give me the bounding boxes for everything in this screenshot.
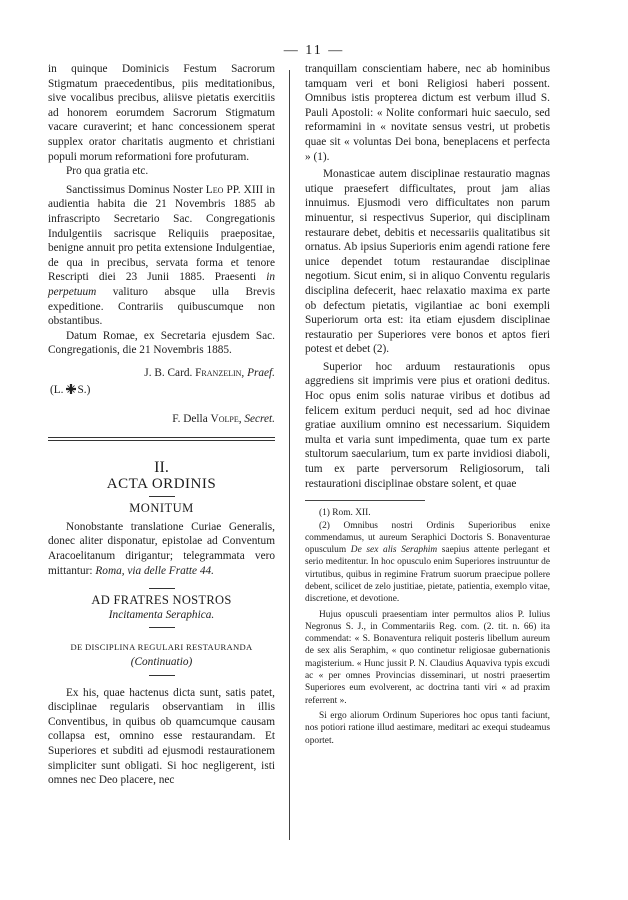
ad-fratres-heading: AD FRATRES NOSTROS xyxy=(91,593,232,608)
short-rule xyxy=(149,496,175,497)
signature-prefect: J. B. Card. Franzelin, Praef. xyxy=(144,366,275,379)
paragraph-rescript: Sanctissimus Dominus Noster Leo PP. XIII in audientia habita die 21 Novembris 1885 ab infrascripto Secretario Sac. Congregationis Indulgentiis sacrisque Reliquiis praepositae, benigne annuit pro petita extensione Indulgentiae, de qua in precibus, servata forma et tenore Rescripti diei 23 Junii 1885. Praesenti in perpetuum valituro absque ulla Brevis expeditione. Contrariis quibuscumque non obstantibus. xyxy=(48,183,275,328)
signature-secretary: F. Della Volpe, Secret. xyxy=(172,413,275,426)
opusculum-title: De sex alis Seraphim xyxy=(350,545,438,556)
paragraph-superior: Superior hoc arduum restaurationis opus aggrediens sit imprimis vere pius et orationi deditus. Hoc opus enim solis naturae viribus et dotibus ad felicem exitum perduci nequit, sed ad hoc divinae gratiae auxilium omnino est necessarium. Siquidem multa et varia sunt impedimenta, quae tum ex parte stultorum saecularium, tum ex parte invidiosi diaboli, tum ex parte perversorum Religiosorum, tali restaurationi disciplinae obstare solent, et quae xyxy=(305,360,550,490)
paragraph-datum-romae: Datum Romae, ex Secretaria ejusdem Sac. Congregationis, die 21 Novembris 1885. xyxy=(48,329,275,357)
footnote-1: (1) Rom. XII. xyxy=(319,508,371,519)
short-rule xyxy=(149,588,175,589)
paragraph-pro-qua-gratia: Pro qua gratia etc. xyxy=(66,165,149,178)
cross-seal-icon xyxy=(66,384,76,394)
footnote-rule xyxy=(305,500,425,501)
body-paragraph: Ex his, quae hactenus dicta sunt, satis patet, disciplinae regularis observantiam in illis Conventibus, in quibus ob quamcumque causam collapsa est, omnino esse restaurandam. Et Superiores et subditi ad ejusmodi restaurationem simpliciter sunt obligati. Si hoc negligerent, isti omnes nec Deo placere, nec xyxy=(48,686,275,787)
continuatio-label: (Continuatio) xyxy=(130,656,193,668)
address: Roma, via delle Fratte 44. xyxy=(95,564,214,577)
section-rule-double xyxy=(48,440,275,441)
footnote-2: (2) Omnibus nostri Ordinis Superioribus enixe commendamus, ut aureum Seraphici Doctoris S. Bonaventurae opusculum De sex alis Seraphim saepius attente perlegant et serio meditentur. In hoc opusculo enim Superiores instruuntur de virtutibus, quibus in regimine Fratrum suorum praecipue pollere debent, scilicet de zelo justitiae, pietate, patientia, exemplo vitae, discretione, et devotione. xyxy=(305,520,550,605)
left-column xyxy=(48,62,275,788)
disciplina-heading: DE DISCIPLINA REGULARI RESTAURANDA xyxy=(70,642,253,653)
incitamenta-subtitle: Incitamenta Seraphica. xyxy=(108,608,215,621)
in-perpetuum: in perpetuum xyxy=(48,271,275,298)
paragraph-petition-end: in quinque Dominicis Festum Sacrorum Stigmatum praecedentibus, piis meditationibus, sive vocalibus precibus, aliisve pietatis exercitiis ad honorem eorumdem Sacrorum Stigmatum vacare curaverint; et hanc concessionem sperat supplex orator charitatis augmento et christiani populi morum reformationi fore profuturam. xyxy=(48,63,275,163)
short-rule xyxy=(149,627,175,628)
right-column xyxy=(305,62,550,747)
seal-mark: (L. S.) xyxy=(50,384,91,397)
pope-name: Leo PP. XIII xyxy=(205,183,264,196)
section-number: II. xyxy=(154,459,169,477)
footnote-2-closing: Si ergo aliorum Ordinum Superiores hoc opus tanti faciunt, nos potiori ratione illud aestimare, meditari ac exequi studeamus oportet. xyxy=(305,710,550,746)
seal-row xyxy=(48,383,275,405)
paragraph-conscientiam: tranquillam conscientiam habere, nec ab hominibus tamquam veri et boni Religiosi haberi possent. Omnibus istis propterea dictum est verbum illud S. Pauli Apostoli: « Nolite conformari huic saeculo, sed reformamini in « novitate sensus vestri, ut probetis quae sit « voluntas Dei bona, beneplacens et perfecta » (1). xyxy=(305,63,550,163)
column-divider xyxy=(289,70,290,840)
footnote-2-continued: Hujus opusculi praesentiam inter permultos alios P. Iulius Negronus S. J., in Commentariis Reg. com. (2. tit. n. 66) ita commendat: « S. Bonaventura reliquit posteris libellum aureum de sex alis Seraphim, « quo continetur religiosae gubernationis magisterium. « Hunc jussit P. N. Claudius Aquaviva typis excudi ac « per omnes Provincias disseminari, ut nostri praesertim Superiores eum evolverent, ac doctrina tanti viri « ad praxim referrent ». xyxy=(305,609,550,706)
section-title: ACTA ORDINIS xyxy=(106,475,217,492)
page-number: — 11 — xyxy=(283,43,345,58)
monitum-heading: MONITUM xyxy=(129,501,194,516)
short-rule xyxy=(149,675,175,676)
section-rule xyxy=(48,437,275,438)
paragraph-monasticae: Monasticae autem disciplinae restauratio magnas utique praesefert difficultates, prout jam alias innuimus. Ejusmodi vero difficultates non parum minuentur, si respectivus Superior, qui disciplinam restaurare debet, debitis et necessariis qualitatibus sit ornatus. Ab ipsius Superioris enim agendi ratione fere unice dependet totum restaurandae disciplinae negotium. Sicut enim, si in aliquo Conventu regularis disciplina defecerit, haec relaxatio maxima ex parte ob defectum pietatis, vigilantiae ac boni exempli Superiorum orta est: ita etiam ejusdem disciplinae restauratio per Superiores vere bonos et aptos fieri potest et debet (2). xyxy=(305,168,550,356)
monitum-text: Nonobstante translatione Curiae Generalis, donec aliter disponatur, epistolae ad Conventum Aracoelitanum dirigantur; telegrammata vero mittantur: Roma, via delle Fratte 44. xyxy=(48,520,275,577)
